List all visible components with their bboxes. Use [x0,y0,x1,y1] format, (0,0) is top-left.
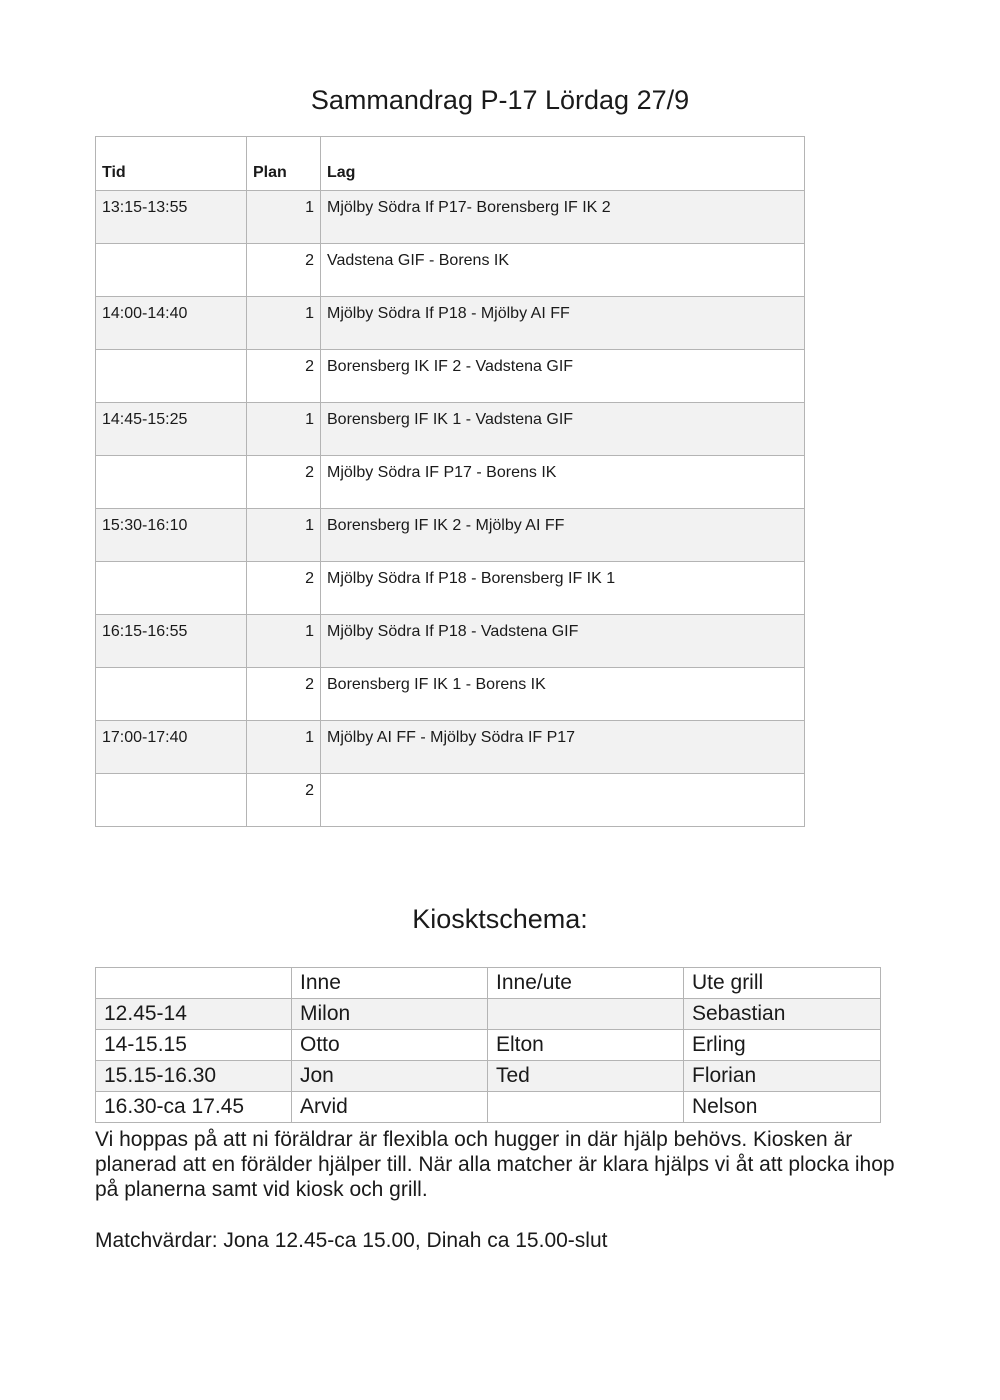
match-time [96,244,247,297]
table-row [96,1030,881,1061]
kiosk-inne: Milon [292,999,488,1030]
match-plan: 2 [247,456,321,509]
match-time [96,774,247,827]
match-time: 14:45-15:25 [96,403,247,456]
table-row [96,774,805,827]
table-row [96,403,805,456]
kiosk-time: 12.45-14 [96,999,292,1030]
table-row [96,668,805,721]
match-teams: Mjölby Södra If P18 - Vadstena GIF [321,615,805,668]
match-plan: 1 [247,297,321,350]
kiosk-header-time [96,968,292,999]
header-lag: Lag [321,137,805,191]
kiosk-time: 16.30-ca 17.45 [96,1092,292,1123]
match-hosts: Matchvärdar: Jona 12.45-ca 15.00, Dinah ca 15.00-slut [95,1229,608,1252]
kiosk-header-inne-ute: Inne/ute [488,968,684,999]
match-teams: Borensberg IK IF 2 - Vadstena GIF [321,350,805,403]
table-row [96,509,805,562]
match-plan: 2 [247,350,321,403]
header-tid: Tid [96,137,247,191]
match-time [96,456,247,509]
kiosk-inne: Jon [292,1061,488,1092]
table-row [96,350,805,403]
kiosk-time: 15.15-16.30 [96,1061,292,1092]
match-plan: 1 [247,721,321,774]
table-row [96,244,805,297]
kiosk-header-row [96,968,881,999]
parent-note: Vi hoppas på att ni föräldrar är flexibla och hugger in där hjälp behövs. Kiosken är planerad att en förälder hjälper till. När alla matcher är klara hjälps vi åt att plocka ihop på planerna samt vid kiosk och grill. [95,1128,895,1201]
match-time [96,350,247,403]
table-row [96,721,805,774]
match-time: 13:15-13:55 [96,191,247,244]
kiosk-ute-grill: Erling [684,1030,881,1061]
match-time: 15:30-16:10 [96,509,247,562]
kiosk-inne: Otto [292,1030,488,1061]
match-teams: Borensberg IF IK 2 - Mjölby AI FF [321,509,805,562]
match-time [96,562,247,615]
table-row [96,297,805,350]
kiosk-header-ute-grill: Ute grill [684,968,881,999]
match-teams: Mjölby Södra If P18 - Borensberg IF IK 1 [321,562,805,615]
header-plan: Plan [247,137,321,191]
kiosk-header-inne: Inne [292,968,488,999]
match-plan: 2 [247,668,321,721]
table-row [96,562,805,615]
kiosk-inne: Arvid [292,1092,488,1123]
match-header-row [96,137,805,191]
match-plan: 1 [247,403,321,456]
table-row [96,191,805,244]
match-teams: Borensberg IF IK 1 - Vadstena GIF [321,403,805,456]
match-teams: Vadstena GIF - Borens IK [321,244,805,297]
match-plan: 1 [247,509,321,562]
table-row [96,456,805,509]
kiosk-ute-grill: Florian [684,1061,881,1092]
kiosk-inne-ute [488,1092,684,1123]
kiosk-ute-grill: Sebastian [684,999,881,1030]
page-title: Sammandrag P-17 Lördag 27/9 [310,85,690,115]
table-row [96,615,805,668]
table-row [96,999,881,1030]
match-plan: 2 [247,774,321,827]
match-teams: Mjölby AI FF - Mjölby Södra IF P17 [321,721,805,774]
kiosk-title: Kiosktschema: [412,904,588,934]
table-row [96,1061,881,1092]
kiosk-inne-ute [488,999,684,1030]
match-plan: 1 [247,191,321,244]
match-teams: Borensberg IF IK 1 - Borens IK [321,668,805,721]
match-plan: 1 [247,615,321,668]
match-time: 16:15-16:55 [96,615,247,668]
match-schedule-table [95,136,805,827]
match-teams: Mjölby Södra IF P17 - Borens IK [321,456,805,509]
match-time: 14:00-14:40 [96,297,247,350]
match-teams: Mjölby Södra If P18 - Mjölby AI FF [321,297,805,350]
kiosk-inne-ute: Elton [488,1030,684,1061]
match-time [96,668,247,721]
match-time: 17:00-17:40 [96,721,247,774]
kiosk-schedule-table [95,967,881,1123]
table-row [96,1092,881,1123]
kiosk-inne-ute: Ted [488,1061,684,1092]
match-plan: 2 [247,244,321,297]
kiosk-ute-grill: Nelson [684,1092,881,1123]
match-teams: Mjölby Södra If P17- Borensberg IF IK 2 [321,191,805,244]
match-plan: 2 [247,562,321,615]
match-teams [321,774,805,827]
kiosk-time: 14-15.15 [96,1030,292,1061]
